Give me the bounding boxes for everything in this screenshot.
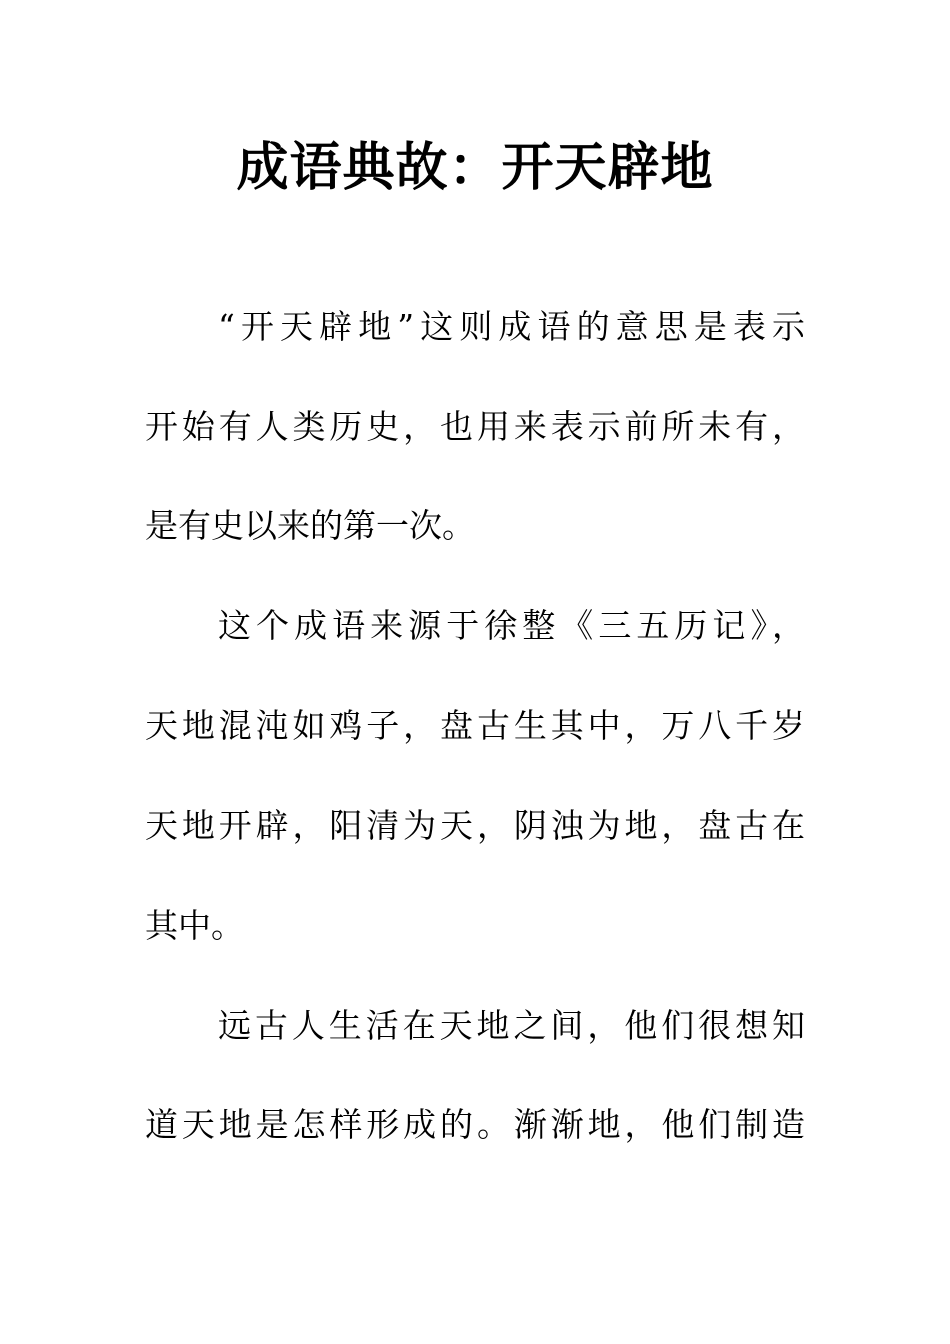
paragraph-1-line-1: “开天辟地”这则成语的意思是表示	[218, 307, 805, 346]
paragraph-1-line-3: 是有史以来的第一次。	[145, 506, 475, 545]
paragraph-2-line-1: 这个成语来源于徐整《三五历记》，	[218, 606, 805, 645]
paragraph-1-line-2: 开始有人类历史，也用来表示前所未有，	[145, 407, 805, 446]
paragraph-2-line-3: 天地开辟，阳清为天，阴浊为地，盘古在	[145, 806, 805, 845]
paragraph-2-line-4: 其中。	[145, 906, 244, 945]
paragraph-2-line-2: 天地混沌如鸡子，盘古生其中，万八千岁	[145, 706, 805, 745]
paragraph-3-line-2: 道天地是怎样形成的。渐渐地，他们制造	[145, 1105, 805, 1144]
document-title: 成语典故：开天辟地	[236, 137, 714, 198]
paragraph-3-line-1: 远古人生活在天地之间，他们很想知	[218, 1006, 805, 1045]
